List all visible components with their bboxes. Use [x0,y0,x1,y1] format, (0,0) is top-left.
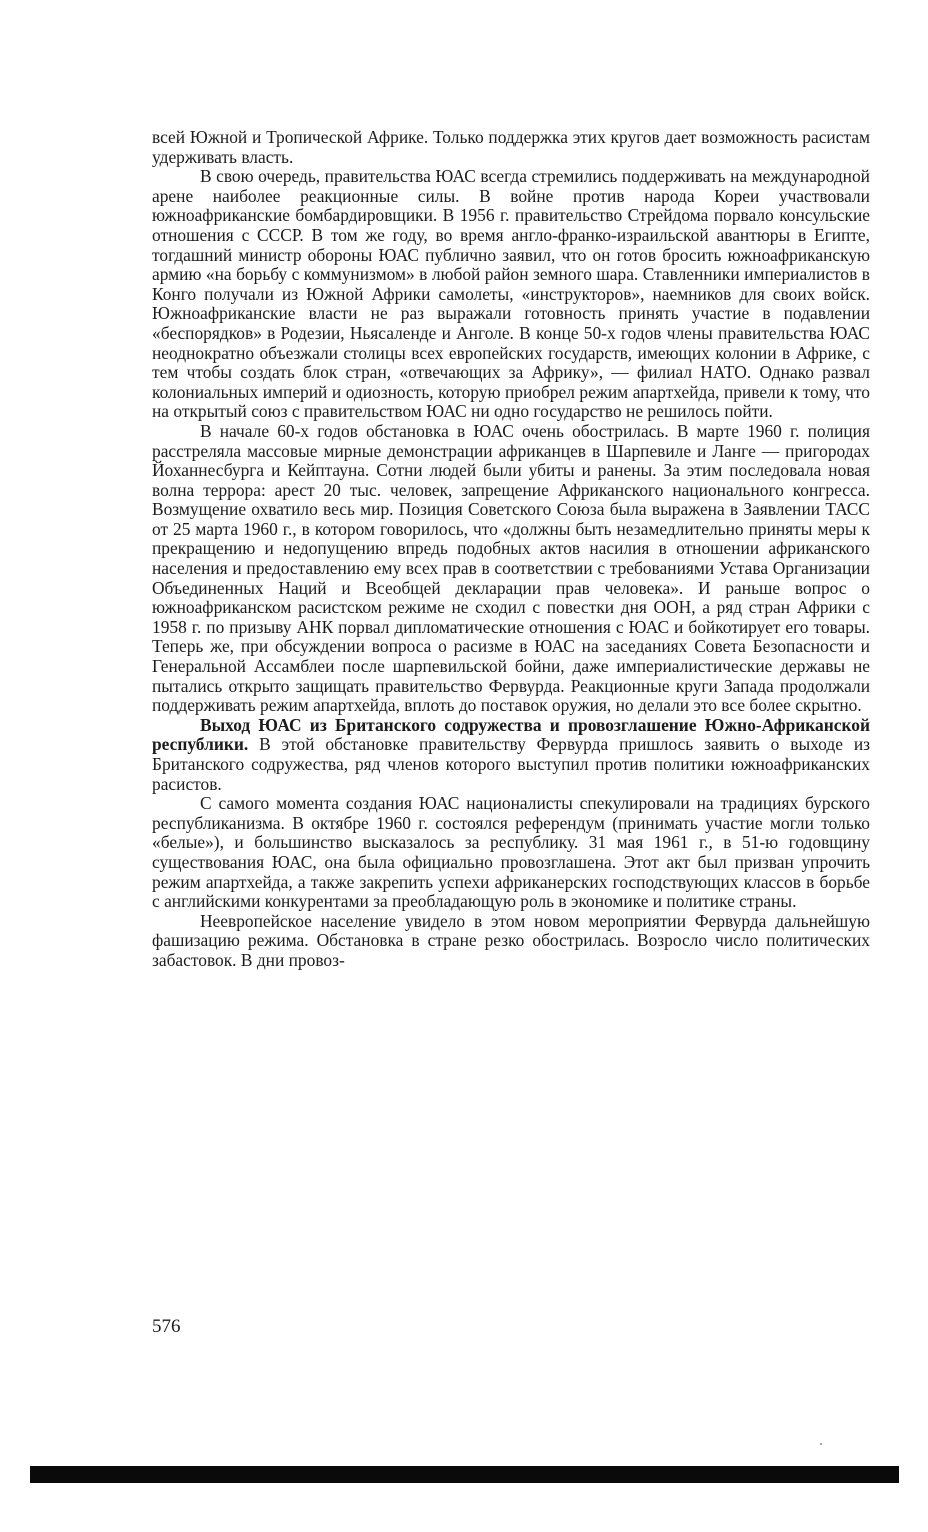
paragraph-5 [152,794,870,912]
scan-speck [820,1443,822,1445]
paragraph-2 [152,167,870,422]
page-number: 576 [152,1316,181,1337]
paragraph-3 [152,422,870,716]
paragraph-6 [152,912,870,971]
paragraph-2-text: В свою очередь, правительства ЮАС всегда стремились поддерживать на международной арене наиболее реакционные силы. В войне против народа Кореи участвовали южноафриканские бомбардировщики. В 1956 г. правительство Стрейдома порвало консульские отношения с СССР. В том же году, во время англо-франко-израильской авантюры в Египте, тогдашний министр обороны ЮАС публично заявил, что он готов бросить южноафриканскую армию «на борьбу с коммунизмом» в любой район земного шара. Ставленники империалистов в Конго получали из Южной Африки самолеты, «инструкторов», наемников для своих войск. Южноафриканские власти не раз выражали готовность принять участие в подавлении «беспорядков» в Родезии, Ньясаленде и Анголе. В конце 50-х годов члены правительства ЮАС неоднократно объезжали столицы всех европейских государств, имеющих колонии в Африке, с тем чтобы создать блок стран, «отвечающих за Африку», — филиал НАТО. Однако развал колониальных империй и одиозность, которую приобрел режим апартхейда, привели к тому, что на открытый союз с правительством ЮАС ни одно государство не решилось пойти. [152,166,870,422]
paragraph-1 [152,128,870,167]
paragraph-1-text: всей Южной и Тропической Африке. Только поддержка этих кругов дает возможность расистам удерживать власть. [152,127,870,167]
paragraph-3-text: В начале 60-х годов обстановка в ЮАС очень обострилась. В марте 1960 г. полиция расстреляла массовые мирные демонстрации африканцев в Шарпевиле и Ланге — пригородах Йоханнесбурга и Кейптауна. Сотни людей были убиты и ранены. За этим последовала новая волна террора: арест 20 тыс. человек, запрещение Африканского национального конгресса. Возмущение охватило весь мир. Позиция Советского Союза была выражена в Заявлении ТАСС от 25 марта 1960 г., в котором говорилось, что «должны быть незамедлительно приняты меры к прекращению и недопущению впредь подобных актов насилия в отношении африканского населения и предоставлению ему всех прав в соответствии с требованиями Устава Организации Объединенных Наций и Всеобщей декларации прав человека». И раньше вопрос о южноафриканском расистском режиме не сходил с повестки дня ООН, а ряд стран Африки с 1958 г. по призыву АНК порвал дипломатические отношения с ЮАС и бойкотирует его товары. Теперь же, при обсуждении вопроса о расизме в ЮАС на заседаниях Совета Безопасности и Генеральной Ассамблеи после шарпевильской бойни, даже империалистические державы не пытались открыто защищать правительство Фервурда. Реакционные круги Запада продолжали поддерживать режим апартхейда, вплоть до поставок оружия, но делали это все более скрытно. [152,420,870,716]
paragraph-4-text: В этой обстановке правительству Фервурда пришлось заявить о выходе из Британского содружества, ряд членов которого выступил против политики южноафриканских расистов. [152,734,870,794]
scan-edge-bar [30,1466,899,1483]
paragraph-5-text: С самого момента создания ЮАС националисты спекулировали на традициях бурского республиканизма. В октябре 1960 г. состоялся референдум (принимать участие могли только «белые»), и большинство высказалось за республику. 31 мая 1961 г., в 51-ю годовщину существования ЮАС, она была официально провозглашена. Этот акт был призван упрочить режим апартхейда, а также закрепить успехи африканерских господствующих классов в борьбе с английскими конкурентами за преобладающую роль в экономике и политике страны. [152,793,870,912]
section-heading-inline: Выход ЮАС из Британского содружества и провозглашение Южно-Африканской республики. [152,714,870,755]
page-body [152,128,870,971]
paragraph-6-text: Неевропейское население увидело в этом новом мероприятии Фервурда дальнейшую фашизацию режима. Обстановка в стране резко обострилась. Возросло число политических забастовок. В дни провоз- [152,910,870,970]
paragraph-4 [152,716,870,794]
